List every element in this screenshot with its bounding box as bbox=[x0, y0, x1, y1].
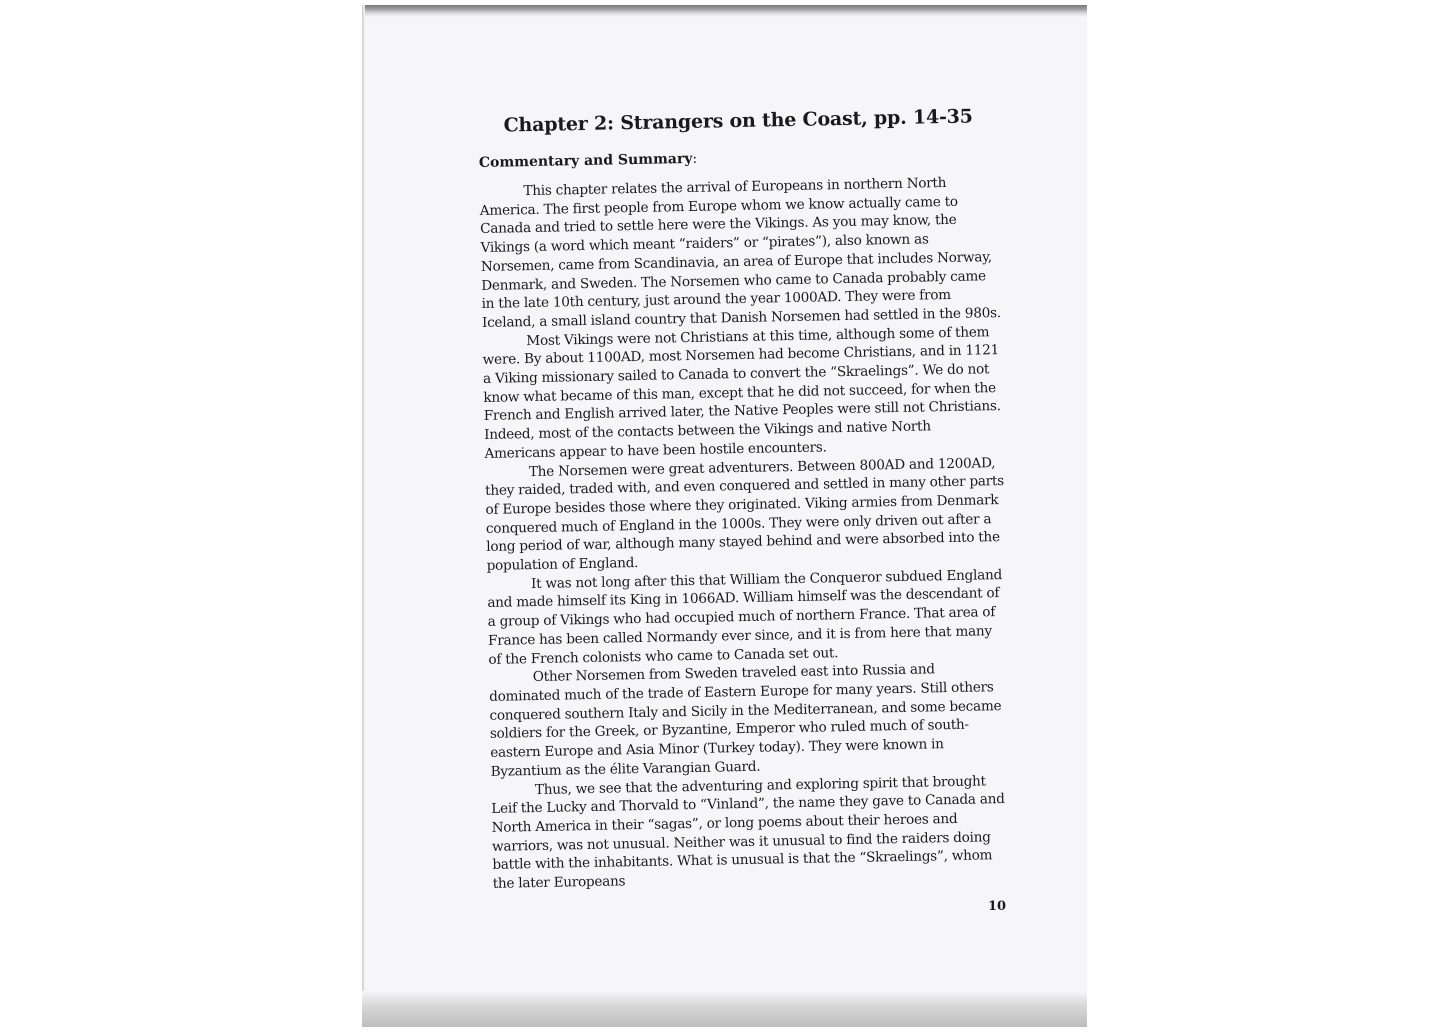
scan-bottom-edge bbox=[362, 991, 1087, 1027]
section-heading-text: Commentary and Summary bbox=[478, 150, 693, 171]
paragraph-5: Other Norsemen from Sweden traveled east into Russia and dominated much of the trade of Eastern Europe for many years. Still others conquered southern Italy and Sicily in the Mediterranean, and some became soldiers for the Greek, or Byzantine, Emperor who ruled much of south-eastern Europe and Asia Minor (Turkey today). They were known in Byzantium as the élite Varangian Guard. bbox=[489, 661, 1002, 780]
chapter-title: Chapter 2: Strangers on the Coast, pp. 14-35 bbox=[503, 105, 973, 137]
scan-top-edge bbox=[362, 5, 1087, 17]
paragraph-2: Most Vikings were not Christians at this time, although some of them were. By about 1100AD, most Norsemen had become Christians, and in 1121 a Viking missionary sailed to Canada to convert the “Skraelings”. We do not know what became of this man, except that he did not succeed, for when the French and English arrived later, the Native Peoples were still not Christians. Indeed, most of the contacts between the Vikings and native North Americans appear to have been hostile encounters. bbox=[482, 323, 1001, 462]
scanned-page bbox=[362, 5, 1087, 1027]
paragraph-1: This chapter relates the arrival of Europeans in northern North America. The first people from Europe whom we know actually came to Canada and tried to settle here were the Vikings. As you may know, the Vikings (a word which meant “raiders” or “pirates”), also known as Norsemen, came from Scandinavia, an area of Europe that includes Norway, Denmark, and Sweden. The Norsemen who came to Canada probably came in the late 10th century, just around the year 1000AD. They were from Iceland, a small island country that Danish Norsemen had settled in the 980s. bbox=[479, 175, 1001, 331]
section-heading bbox=[479, 145, 999, 171]
paragraph-4: It was not long after this that William the Conqueror subdued England and made himself its King in 1066AD. William himself was the descendant of a group of Vikings who had occupied much of northern France. That area of France has been called Normandy ever since, and it is from here that many of the French colonists who came to Canada set out. bbox=[487, 566, 1003, 668]
page-number: 10 bbox=[988, 899, 1007, 914]
page-content bbox=[478, 105, 1013, 894]
scan-left-edge bbox=[362, 5, 365, 1027]
paragraph-6: Thus, we see that the adventuring and exploring spirit that brought Leif the Lucky and Thorvald to “Vinland”, the name they gave to Canada and North America in their “sagas”, or long poems about their heroes and warriors, was not unusual. Neither was it unusual to find the raiders doing battle with the inhabitants. What is unusual is that the “Skraelings”, whom the later Europeans bbox=[491, 772, 1005, 892]
paragraph-3: The Norsemen were great adventurers. Between 800AD and 1200AD, they raided, traded with, and even conquered and settled in many other parts of Europe besides those where they originated. Viking armies from Denmark conquered much of England in the 1000s. They were only driven out after a long period of war, although many stayed behind and were absorbed into the population of England. bbox=[485, 454, 1005, 574]
section-heading-colon: : bbox=[692, 150, 698, 167]
